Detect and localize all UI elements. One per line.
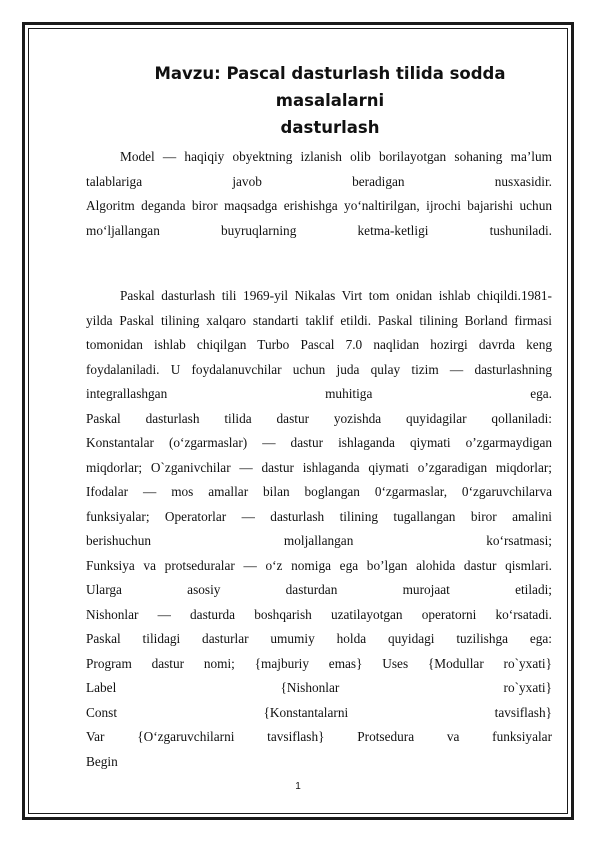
- text-line: berishuchun moljallangan ko‘rsatmasi;: [86, 533, 552, 548]
- paragraph-pascal-overview: [86, 284, 552, 774]
- text-line: Program dastur nomi; {majburiy emas} Uses {Modullar ro`yxati}: [86, 655, 552, 671]
- text-line: Const {Konstantalarni tavsiflash}: [86, 704, 552, 720]
- text-line: yilda Paskal tilining xalqaro standarti taklif etildi. Paskal tilining Borland firmasi: [86, 312, 552, 328]
- text-line: Paskal tilidagi dasturlar umumiy holda quyidagi tuzilishga ega:: [86, 631, 552, 646]
- page-number: 1: [295, 781, 301, 792]
- text-line: Model — haqiqiy obyektning izlanish olib borilayotgan sohaning ma’lum: [120, 149, 552, 164]
- text-line: Funksiya va protseduralar — o‘z nomiga ega bo’lgan alohida dastur qismlari.: [86, 557, 552, 573]
- text-line: Algoritm deganda biror maqsadga erishishga yo‘naltirilgan, ijrochi bajarishi uchun: [86, 198, 552, 213]
- text-line: Var {O‘zgaruvchilarni tavsiflash} Protsedura va funksiyalar: [86, 729, 552, 744]
- text-line: miqdorlar; O`zganivchilar — dastur ishlaganda qiymati o’zgaradigan miqdorlar;: [86, 459, 552, 475]
- text-line: mo‘ljallangan buyruqlarning ketma-ketligi tushuniladi.: [86, 222, 552, 238]
- text-line: talablariga javob beradigan nusxasidir.: [86, 173, 552, 189]
- text-line: integrallashgan muhitiga ega.: [86, 386, 552, 401]
- paragraph-model-algorithm: [86, 145, 552, 243]
- text-line: Konstantalar (o‘zgarmaslar) — dastur ishlaganda qiymati o’zgarmaydigan: [86, 435, 552, 450]
- text-line: Paskal dasturlash tili 1969-yil Nikalas Virt tom onidan ishlab chiqildi.1981-: [120, 288, 552, 303]
- text-line: Nishonlar — dasturda boshqarish uzatilayotgan operatorni ko‘rsatadi.: [86, 606, 552, 622]
- text-line: Begin: [86, 753, 118, 769]
- text-line: foydalaniladi. U foydalanuvchilar uchun juda qulay tizim — dasturlashning: [86, 361, 552, 377]
- document-title: [100, 60, 560, 141]
- text-line: funksiyalar; Operatorlar — dasturlash tilining tugallangan biror amalini: [86, 508, 552, 524]
- text-line: tomonidan ishlab chiqilgan Turbo Pascal 7.0 naqlidan hozirgi davrda keng: [86, 337, 552, 352]
- text-line: Ifodalar — mos amallar bilan boglangan 0‘zgarmaslar, 0‘zgaruvchilarva: [86, 484, 552, 499]
- text-line: Label {Nishonlar ro`yxati}: [86, 680, 552, 695]
- text-line: Ularga asosiy dasturdan murojaat etiladi;: [86, 582, 552, 597]
- title-line-2: dasturlash: [280, 118, 380, 137]
- title-line-1: Mavzu: Pascal dasturlash tilida sodda masalalarni: [154, 64, 506, 110]
- text-line: Paskal dasturlash tilida dastur yozishda quyidagilar qollaniladi:: [86, 410, 552, 426]
